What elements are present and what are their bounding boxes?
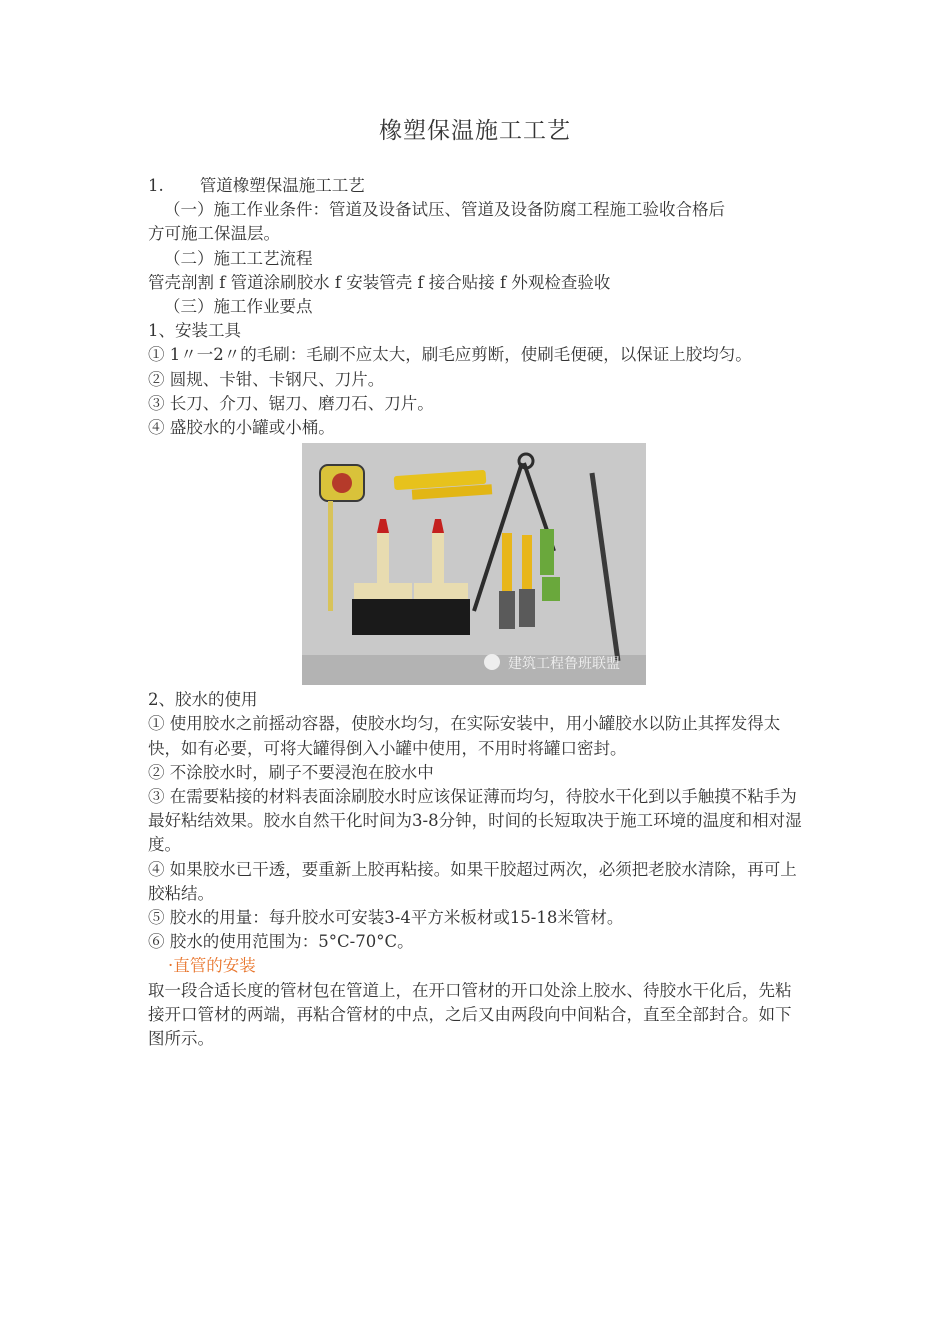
tools-heading: 1、安装工具 xyxy=(148,321,241,341)
tool-item-3: ③ 长刀、介刀、锯刀、磨刀石、刀片。 xyxy=(148,393,434,413)
glue-item-4: ④ 如果胶水已干透，要重新上胶再粘接。如果干胶超过两次，必须把老胶水清除，再可上胶粘结。 xyxy=(148,859,797,903)
straight-pipe-text: 取一段合适长度的管材包在管道上，在开口管材的开口处涂上胶水、待胶水干化后，先粘接开口管材的两端，再粘合管材的中点，之后又由两段向中间粘合，直至全部封合。如下图所示。 xyxy=(148,980,792,1049)
condition-line-2: 方可施工保温层。 xyxy=(148,224,280,244)
tools-photo xyxy=(302,443,646,685)
document-body xyxy=(148,174,802,1051)
glue-item-6: ⑥ 胶水的使用范围为：5°C-70°C。 xyxy=(148,932,414,952)
section-heading xyxy=(148,174,802,198)
flow-heading: （二）施工工艺流程 xyxy=(164,248,313,268)
condition-line-1: （一）施工作业条件：管道及设备试压、管道及设备防腐工程施工验收合格后 xyxy=(164,200,725,220)
glue-item-3: ③ 在需要粘接的材料表面涂刷胶水时应该保证薄而均匀，待胶水干化到以手触摸不粘手为最好粘结效果。胶水自然干化时间为3-8分钟，时间的长短取决于施工环境的温度和相对湿度。 xyxy=(148,787,802,855)
section-number: 1. xyxy=(148,176,164,195)
tools-photo-image xyxy=(302,443,646,685)
tool-item-2: ② 圆规、卡钳、卡钢尺、刀片。 xyxy=(148,369,385,389)
tool-item-4: ④ 盛胶水的小罐或小桶。 xyxy=(148,418,335,438)
photo-watermark: 建筑工程鲁班联盟 xyxy=(508,656,620,673)
glue-item-5: ⑤ 胶水的用量：每升胶水可安装3-4平方米板材或15-18米管材。 xyxy=(148,908,624,928)
glue-item-1: ① 使用胶水之前摇动容器，使胶水均匀，在实际安装中，用小罐胶水以防止其挥发得太快，如有必要，可将大罐得倒入小罐中使用，不用时将罐口密封。 xyxy=(148,714,781,758)
flow-text: 管壳剖割 f 管道涂刷胶水 f 安装管壳 f 接合贴接 f 外观检查验收 xyxy=(148,272,611,292)
glue-heading: 2、胶水的使用 xyxy=(148,690,258,710)
points-heading: （三）施工作业要点 xyxy=(164,297,313,317)
glue-item-2: ② 不涂胶水时，刷子不要浸泡在胶水中 xyxy=(148,762,434,782)
section-title: 管道橡塑保温施工工艺 xyxy=(199,176,365,195)
straight-pipe-heading: ·直管的安装 xyxy=(168,956,256,976)
tool-item-1: ① 1〃一2〃的毛刷：毛刷不应太大，刷毛应剪断，使刷毛便硬，以保证上胶均匀。 xyxy=(148,345,752,365)
page-title: 橡塑保温施工工艺 xyxy=(379,118,571,144)
